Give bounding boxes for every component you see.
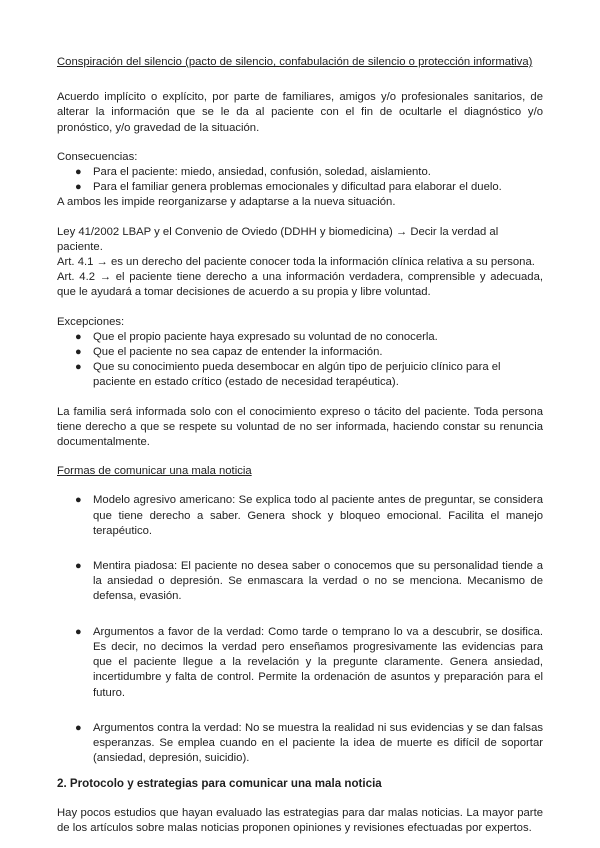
protocol-paragraph: Hay pocos estudios que hayan evaluado las estrategias para dar malas noticias. La mayor parte de los artículos sobre malas noticias proponen opiniones y revisiones efectuadas por expertos. [57, 806, 543, 834]
bullet-icon: ● [75, 361, 82, 374]
bullet-icon: ● [75, 346, 82, 359]
consequences-list [57, 165, 543, 195]
family-paragraph: La familia será informada solo con el conocimiento expreso o tácito del paciente. Toda persona tiene derecho a que se respete su voluntad de no ser informada, haciendo constar su renuncia documentalmente. [57, 405, 543, 449]
bullet-icon: ● [75, 721, 82, 734]
bullet-icon: ● [75, 181, 82, 194]
definition-paragraph: Acuerdo implícito o explícito, por parte de familiares, amigos y/o profesionales sanitarios, de alterar la información que se le da al paciente con el fin de ocultarle el diagnóstico y/o pronóstico, y/o gravedad de la situación. [57, 91, 543, 134]
section-title-conspiracy: Conspiración del silencio (pacto de silencio, confabulación de silencio o protección informativa) [57, 56, 533, 68]
forms-list [57, 493, 543, 766]
list-item: ● Para el paciente: miedo, ansiedad, confusión, soledad, aislamiento. [57, 165, 543, 180]
law-line: Art. 4.2 → el paciente tiene derecho a una información verdadera, comprensible y adecuada, que le ayudará a tomar decisiones de acuerdo a su propia y libre voluntad. [57, 271, 543, 299]
bullet-icon: ● [75, 494, 82, 507]
list-item: ● Modelo agresivo americano: Se explica todo al paciente antes de preguntar, se considera que tiene derecho a saber. Genera shock y bloqueo emocional. Facilita el manejo terapéutico. [75, 494, 543, 537]
exceptions-list [57, 330, 543, 391]
bullet-icon: ● [75, 330, 82, 343]
list-item: ● Para el familiar genera problemas emocionales y dificultad para elaborar el duelo. [57, 180, 543, 195]
bullet-icon: ● [75, 166, 82, 179]
section-title-forms: Formas de comunicar una mala noticia [57, 465, 252, 478]
list-item: ● Argumentos contra la verdad: No se muestra la realidad ni sus evidencias y se dan falsas esperanzas. Se emplea cuando en el paciente la idea de muerte es difícil de soportar (ansiedad, depresión, suicidio). [75, 721, 543, 765]
list-item: ● Mentira piadosa: El paciente no desea saber o conocemos que su personalidad tiende a la ansiedad o depresión. Se enmascara la verdad o no se menciona. Mecanismo de defensa, evasión. [75, 560, 543, 603]
consequences-note: A ambos les impide reorganizarse y adaptarse a la nueva situación. [57, 196, 396, 209]
consequences-label: Consecuencias: [57, 150, 138, 163]
bullet-icon: ● [75, 560, 82, 573]
bullet-icon: ● [75, 625, 82, 638]
list-item: ● Que su conocimiento pueda desembocar en algún tipo de perjuicio clínico para el paciente en estado crítico (estado de necesidad terapéutica). [75, 361, 501, 389]
exceptions-label: Excepciones: [57, 315, 125, 328]
section-heading-protocol: 2. Protocolo y estrategias para comunicar una mala noticia [57, 777, 382, 791]
list-item: ● Que el propio paciente haya expresado su voluntad de no conocerla. [57, 330, 543, 345]
law-line: Ley 41/2002 LBAP y el Convenio de Oviedo (DDHH y biomedicina) → Decir la verdad al paciente. [57, 225, 499, 253]
law-line: Art. 4.1 → es un derecho del paciente conocer toda la información clínica relativa a su persona. [57, 256, 535, 269]
list-item: ● Que el paciente no sea capaz de entender la información. [57, 345, 543, 360]
list-item: ● Argumentos a favor de la verdad: Como tarde o temprano lo va a descubrir, se dosifica. Es decir, no decimos la verdad pero enseñamos progresivamente las evidencias para que el paciente llegue a la revelación y la pregunte claramente. Genera ansiedad, incertidumbre y falta de control. Permite la ordenación de asuntos y preparación para el futuro. [75, 625, 543, 699]
